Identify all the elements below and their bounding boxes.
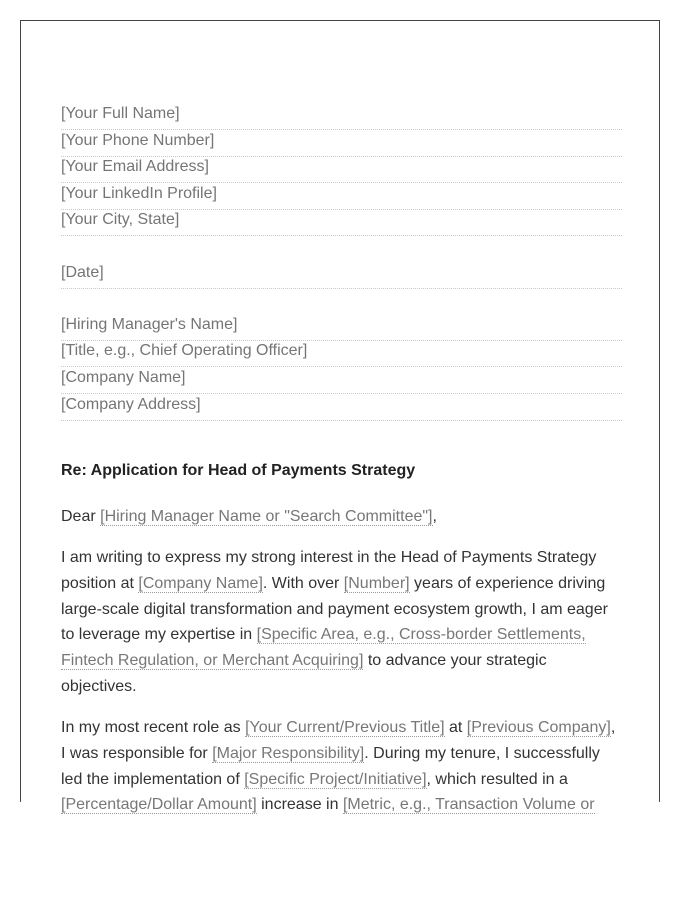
body-paragraph-1	[61, 545, 622, 700]
body-paragraph-2	[61, 715, 622, 818]
p2-title-placeholder[interactable]: [Your Current/Previous Title]	[245, 719, 445, 736]
letter-page	[20, 20, 660, 814]
p2-project-placeholder[interactable]: [Specific Project/Initiative]	[244, 770, 427, 788]
p1-text-1: I am writing to express my strong interest in the Head of Payments Strategy position at	[61, 549, 597, 592]
recipient-address-field[interactable]: [Company Address]	[61, 395, 622, 421]
p2-metric-placeholder[interactable]: [Metric, e.g., Transaction Volume or	[342, 796, 595, 814]
p1-text-3: years of experience driving large-scale digital transformation and payment ecosystem growth, I am eager to leverage my expertise in	[61, 574, 608, 644]
recipient-company-field[interactable]: [Company Name]	[61, 368, 622, 394]
sender-phone-field[interactable]: [Your Phone Number]	[61, 131, 622, 157]
subject-line: Re: Application for Head of Payments Strategy	[61, 462, 416, 479]
salutation-name-placeholder[interactable]: [Hiring Manager Name or "Search Committee"]	[100, 508, 433, 525]
sender-full-name-field[interactable]: [Your Full Name]	[61, 104, 622, 130]
recipient-name-field[interactable]: [Hiring Manager's Name]	[61, 315, 622, 341]
p1-years-placeholder[interactable]: [Number]	[343, 574, 410, 592]
p2-text-1: In my most recent role as	[61, 719, 246, 736]
sender-linkedin-field[interactable]: [Your LinkedIn Profile]	[61, 184, 622, 210]
p2-text-3: , I was responsible for	[61, 719, 616, 762]
salutation-prefix: Dear	[61, 508, 101, 525]
p2-responsibility-placeholder[interactable]: [Major Responsibility]	[212, 744, 365, 762]
p2-company-placeholder[interactable]: [Previous Company]	[466, 719, 611, 736]
p1-area-placeholder[interactable]: [Specific Area, e.g., Cross-border Settlements, Fintech Regulation, or Merchant Acquiring]	[61, 626, 586, 670]
date-field[interactable]: [Date]	[61, 263, 622, 289]
recipient-title-field[interactable]: [Title, e.g., Chief Operating Officer]	[61, 341, 622, 367]
p2-text-4: . During my tenure, I successfully led the implementation of	[61, 744, 600, 788]
p2-text-6: increase in	[256, 796, 343, 814]
p1-text-4: to advance your strategic objectives.	[61, 652, 547, 695]
p1-text-2: . With over	[262, 574, 344, 592]
p2-text-5: , which resulted in a	[426, 770, 568, 788]
salutation	[61, 504, 622, 530]
sender-email-field[interactable]: [Your Email Address]	[61, 157, 622, 183]
p2-amount-placeholder[interactable]: [Percentage/Dollar Amount]	[61, 796, 257, 814]
salutation-suffix: ,	[432, 508, 437, 525]
p1-company-placeholder[interactable]: [Company Name]	[138, 574, 263, 592]
sender-city-state-field[interactable]: [Your City, State]	[61, 210, 622, 236]
p2-text-2: at	[444, 719, 467, 736]
